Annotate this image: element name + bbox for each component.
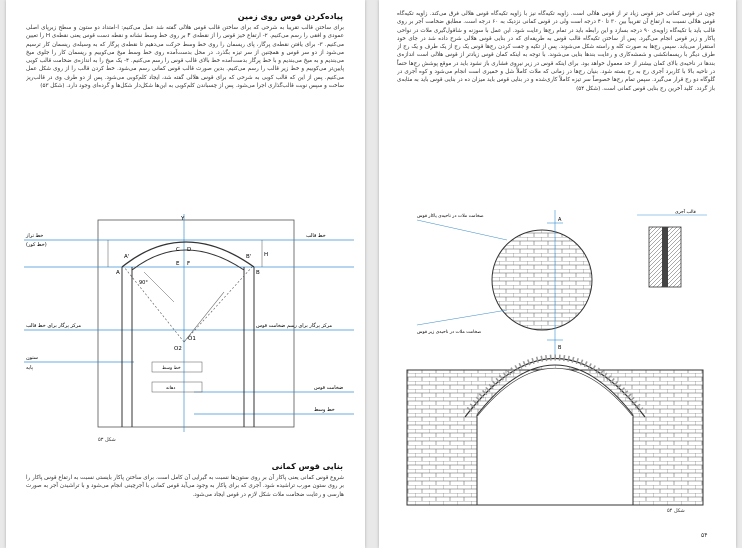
paragraph-top: برای ساختن قالب تقریبا به شرحی که برای ساختن قالب قوس هلالی گفته شد عمل می‌کنیم: ا-امتداد دو ستون و سطح زیر‌پای اصلی عمودی و افقی را رسم می‌کنیم. ۲- ارتفاع خیز قوس را از نقطه‌ی F بر روی خط وسط نشانه و نقطه دست قوس یعنی نقطه‌ی H را تعیین می‌کنیم. ۳- برای یافتن نقطه‌ی پرگار، پای ریسمان را روی خط وسط حرکت می‌دهیم تا نقطه‌ی پرگار که به وسیله‌ی ریسمان کار ترسیم می‌شود از دو سر قوس و همچنین از سر تیزه بگذرد. در محل بدست‌آمده روی خط وسط میخ می‌کوبیم و ریسمان کار را جلوی میخ می‌بندیم و به میخ می‌بندیم و با خط پرگار بدست‌آمده خط بالای قالب قوس را رسم می‌کنیم. ۴- یک میخ را به اندازه‌ی ضخامت قالب کوبی پایین‌تر می‌کوبیم و خط زیر قالب را رسم می‌کنیم. بدین صورت قالب قوس کمانی رسم می‌شود. خط کردن قالب را از روی شکل عمل می‌کنیم. پس از این که قالب کوبی به شرحی که برای قوس هلالی گفته شد، ایجاد کلم‌کوبی می‌شود. پس از دو طرف وی در قالب‌ریز ساخت و سپس نوبت قالب‌گذاری اجرا می‌شود. پس از چسباندن کلم‌کوبی به این‌ها شکل‌دار شکل‌ها و گرده‌ای وجود دارد. (شکل ۵۳) — [26, 25, 344, 90]
label-column: ستون — [26, 355, 38, 361]
label-center-thickness: مرکز پرگار برای رسم ضخامت قوس — [256, 323, 333, 329]
paragraph-top-right: چون در قوس کمانی خیز قوس زیاد تر از قوس هلالی است. زاویه تکیه‌گاه نیز با زاویه تکیه‌گاه قوس هلالی فرق می‌کند. زاویه تکیه‌گاه قوس هلالی نسبت به ارتفاع آن تقریباً بین ۳۰ تا ۴۰ درجه است ولی در قوس کمانی نزدیک به ۶۰ درجه است. مطابق ضخامت آجر بر روی قالب باید با تکیه‌گاه زاویه‌ی ۹۰ درجه بسازد و این رابطه باید در تمام رج‌ها رعایت شود. این عمل با سوزنه و شاقول‌گیری ملات در نواحی پاکار و زیر قوس انجام می‌گیرد. پس از ساختن تکیه‌گاه قالب قوس به طریقه‌ای که در بنایی قوس هلالی شرح داده شد در جای خود استقرار می‌یابد. سپس رج‌ها به صورت کله و راسته شکل می‌شوند. پس از تکیه و جفت کردن رج‌ها قوس یک رج از یک طرف و یک رج از طرف دیگر با ریسمانکشی و شمشه‌کاری و رعایت بندها بنایی می‌شوند. با توجه به اینکه کمان قوس زیادتر از قوس هلالی است اندازه‌ی بندها در ناحیه‌ی بالای کمان بیشتر از حد معمول خواهد بود. برای اینکه قوس در زیر نیروی فشاری باز نشود باید در موقع پوشش رج‌ها حتماً در ناحیه بالا با کاربرد آجری رج به رج بسته شود. بنیان رج‌ها در زمانی که ملات کاملاً شل و خمیری است انجام می‌شود و کوه آجری در گلوگاه دو رج قرار می‌گیرد. سپس تمام رج‌ها خصوصاً سر تیزه کاملاً کاری‌شده و در بنایی قوس باید میزان ده در بنایی قوس باید به مثابه‌ی باز گردد. کلید آخرین رج بنایی قوس کمانی است. (شکل ۵۴) — [397, 11, 715, 92]
point-o2: O2 — [174, 346, 182, 352]
label-box-span: دهانه — [166, 386, 176, 391]
point-a: A — [116, 270, 120, 276]
page-number: ۵۴ — [701, 532, 708, 539]
point-o1: O1 — [188, 336, 196, 342]
point-a-right: A — [558, 217, 562, 223]
figure-caption-54: شکل ۵۴ — [667, 508, 685, 514]
label-level-line-2: (خط کور) — [26, 242, 47, 248]
point-b2: B' — [246, 254, 252, 260]
point-e: E — [176, 261, 180, 267]
figure-53 — [24, 212, 354, 450]
point-b-right: B — [558, 345, 562, 351]
point-a2: A' — [124, 254, 130, 260]
label-arch-thickness: ضخامت قوس — [314, 385, 344, 391]
label-level-line: خط تراز — [26, 233, 44, 239]
label-brick-form: قالب آجری — [675, 210, 696, 215]
point-y: Y — [181, 216, 185, 222]
section-heading-top: پیاده‌کردن قوس روی زمین — [237, 12, 343, 21]
label-mid-line: خط وسط — [314, 407, 335, 413]
angle-label: 90° — [139, 280, 148, 286]
page-left — [6, 0, 365, 548]
figure-caption-53: شکل ۵۳ — [98, 437, 116, 443]
point-c: C — [176, 247, 180, 253]
section-heading-bottom: بنایی قوس کمانی — [271, 462, 343, 471]
point-b: B — [256, 270, 260, 276]
point-f: F — [187, 261, 191, 267]
label-base: پایه — [26, 365, 33, 371]
label-box-mid: خط وسط — [162, 366, 181, 371]
label-center-form: مرکز پرگار برای خط قالب — [26, 323, 82, 329]
label-form-line: خط قالب — [306, 233, 326, 239]
paragraph-bottom: شروع قوس کمانی یعنی پاکار آن بر روی ستون‌ها نسبت به گیرایی آن کامل است. برای ساختن پاکار بایستی نسبت به ارتفاع قوس پاکار را بر روی ستون مورب تراشیده شود. آجری که برای پاکار به وجود می‌آید قوس کمانی با آجرچینی انجام می‌شود و با تراشیدن آجر به صورت هارسی و رعایت ضخامت ملات شکل لازم در قوس ایجاد می‌شود. — [26, 475, 344, 498]
point-d: D — [187, 247, 192, 253]
figure-54 — [387, 205, 727, 530]
point-h: H — [264, 252, 269, 258]
label-mortar-bottom: ضخامت ملات در ناحیه‌ی زیر قوس — [417, 330, 482, 335]
label-mortar-top: ضخامت ملات در ناحیه‌ی پاکار قوس — [417, 214, 484, 219]
page-right — [379, 0, 736, 548]
